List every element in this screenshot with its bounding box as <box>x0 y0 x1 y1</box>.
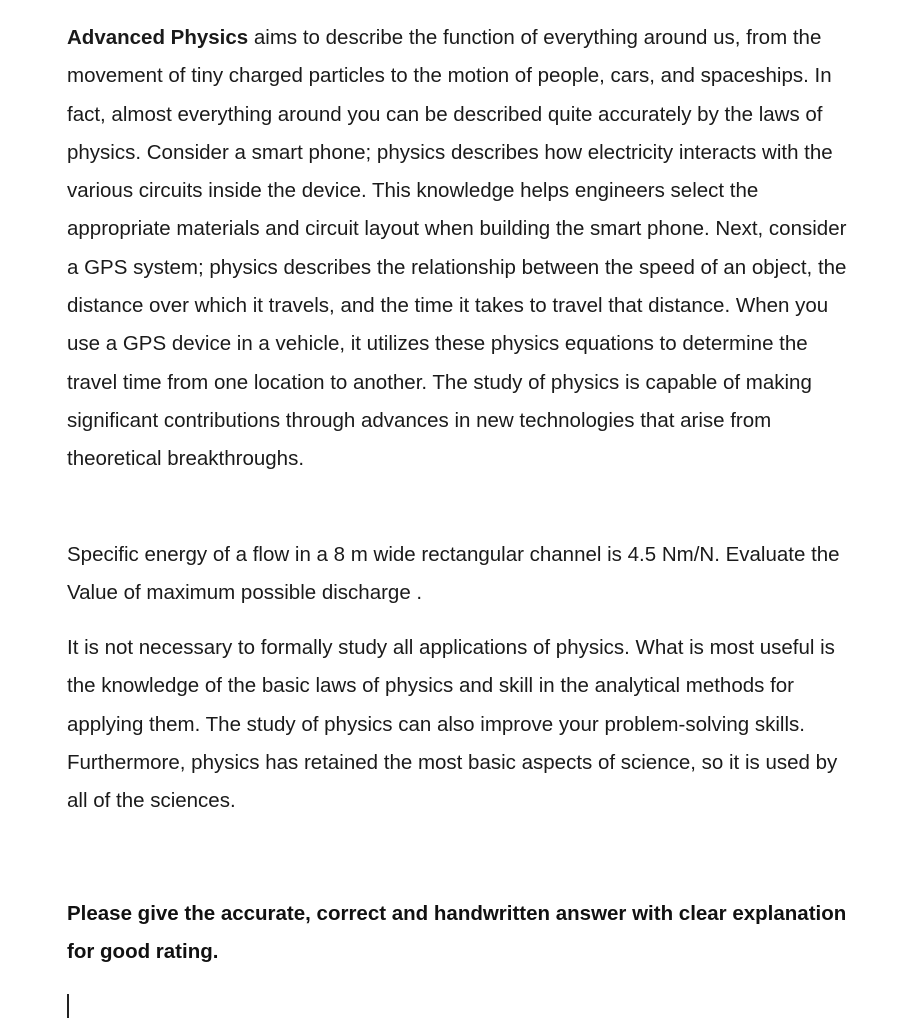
text-cursor[interactable] <box>67 994 69 1018</box>
applications-paragraph: It is not necessary to formally study all applications of physics. What is most useful is the knowledge of the basic laws of physics and skill in the analytical methods for applying them. The study of physics can also improve your problem-solving skills. Furthermore, physics has retained the most basic aspects of science, so it is used by all of the sciences. <box>67 636 838 813</box>
question-paragraph: Specific energy of a flow in a 8 m wide rectangular channel is 4.5 Nm/N. Evaluate the Value of maximum possible discharge . <box>67 543 840 605</box>
intro-lead-bold: Advanced Physics <box>67 26 249 49</box>
intro-body: aims to describe the function of everything around us, from the movement of tiny charged particles to the motion of people, cars, and spaceships. In fact, almost everything around you can be described quite accurately by the laws of physics. Consider a smart phone; physics describes how electricity interacts with the various circuits inside the device. This knowledge helps engineers select the appropriate materials and circuit layout when building the smart phone. Next, consider a GPS system; physics describes the relationship between the speed of an object, the distance over which it travels, and the time it takes to travel that distance. When you use a GPS device in a vehicle, it utilizes these physics equations to determine the travel time from one location to another. The study of physics is capable of making significant contributions through advances in new technologies that arise from theoretical breakthroughs. <box>67 26 847 471</box>
request-paragraph: Please give the accurate, correct and handwritten answer with clear explanation for good rating. <box>67 902 847 964</box>
intro-paragraph <box>67 19 857 479</box>
